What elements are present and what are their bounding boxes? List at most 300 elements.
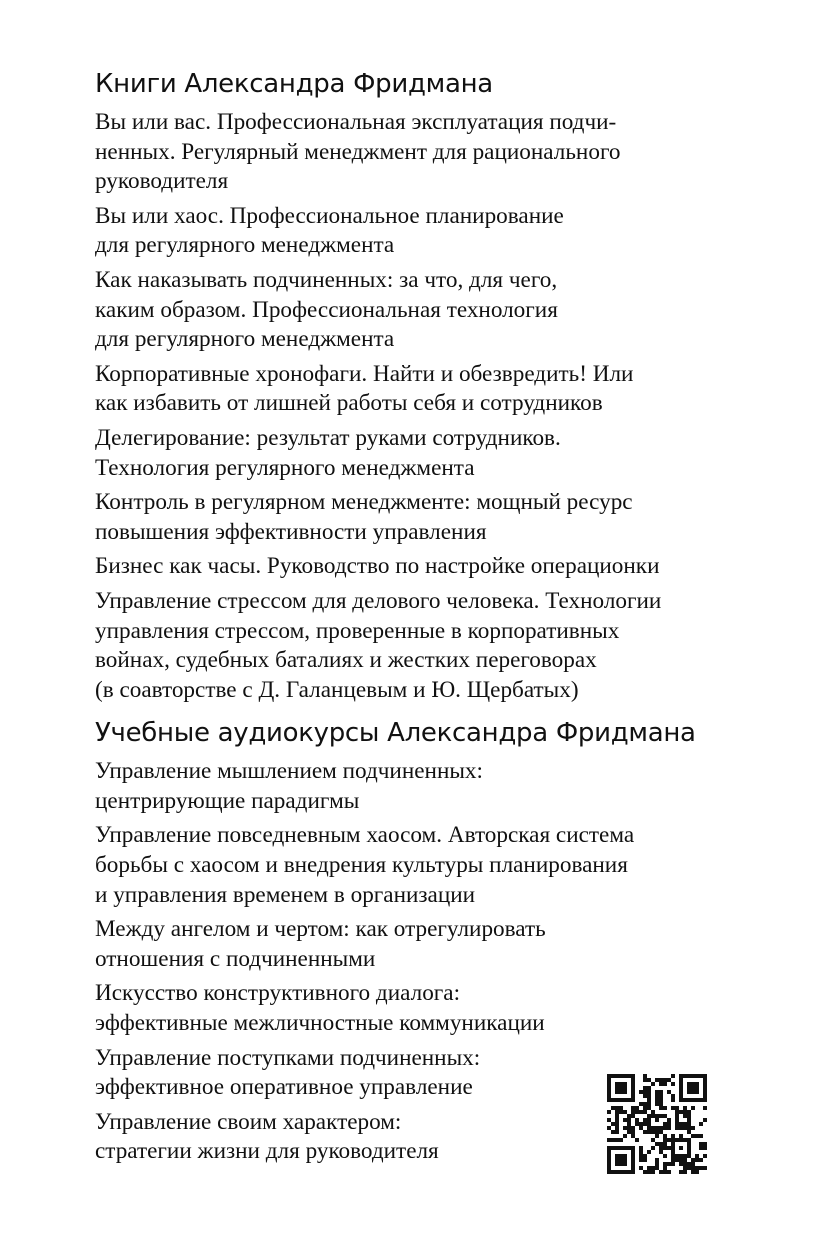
item-line: (в соавторстве с Д. Галанцевым и Ю. Щербатых)	[95, 676, 579, 703]
qr-module	[671, 1162, 675, 1166]
list-item	[95, 915, 745, 974]
qr-module	[663, 1122, 667, 1126]
qr-module	[675, 1126, 679, 1130]
qr-module	[611, 1122, 615, 1126]
qr-module	[615, 1098, 619, 1102]
list-item	[95, 587, 745, 705]
item-line: управления стрессом, проверенные в корпоративных	[95, 617, 620, 644]
qr-module	[667, 1126, 671, 1130]
qr-module	[611, 1106, 615, 1110]
list-item	[95, 424, 745, 483]
qr-module	[675, 1110, 679, 1114]
qr-module	[615, 1118, 619, 1122]
qr-module	[623, 1074, 627, 1078]
qr-module	[647, 1122, 651, 1126]
qr-module	[663, 1114, 667, 1118]
item-line: руководителя	[95, 168, 229, 195]
qr-module	[703, 1074, 707, 1078]
qr-module	[627, 1126, 631, 1130]
qr-module	[675, 1114, 679, 1118]
qr-module	[647, 1078, 651, 1082]
qr-module	[615, 1130, 619, 1134]
qr-module	[607, 1162, 611, 1166]
qr-module	[611, 1130, 615, 1134]
qr-module	[631, 1158, 635, 1162]
qr-module	[675, 1154, 679, 1158]
qr-module	[683, 1154, 687, 1158]
qr-module	[679, 1122, 683, 1126]
qr-module	[639, 1146, 643, 1150]
qr-module	[671, 1138, 675, 1142]
qr-module	[643, 1122, 647, 1126]
qr-module	[607, 1094, 611, 1098]
qr-module	[627, 1130, 631, 1134]
qr-module	[631, 1114, 635, 1118]
qr-module	[615, 1126, 619, 1130]
item-line: Бизнес как часы. Руководство по настройке операционки	[95, 553, 660, 580]
qr-module	[631, 1094, 635, 1098]
qr-module	[647, 1150, 651, 1154]
qr-module	[687, 1114, 691, 1118]
qr-module	[691, 1082, 695, 1086]
qr-module	[671, 1154, 675, 1158]
qr-module	[647, 1114, 651, 1118]
qr-module	[703, 1146, 707, 1150]
qr-module	[687, 1122, 691, 1126]
qr-module	[679, 1110, 683, 1114]
qr-module	[675, 1158, 679, 1162]
qr-module	[619, 1086, 623, 1090]
qr-module	[691, 1166, 695, 1170]
qr-module	[651, 1110, 655, 1114]
qr-module	[683, 1158, 687, 1162]
qr-module	[691, 1090, 695, 1094]
qr-module	[647, 1126, 651, 1130]
qr-module	[655, 1126, 659, 1130]
qr-module	[647, 1170, 651, 1174]
qr-module	[615, 1154, 619, 1158]
qr-module	[643, 1106, 647, 1110]
qr-module	[639, 1122, 643, 1126]
qr-module	[623, 1154, 627, 1158]
qr-module	[627, 1146, 631, 1150]
qr-module	[607, 1074, 611, 1078]
qr-module	[623, 1118, 627, 1122]
qr-module	[687, 1130, 691, 1134]
qr-module	[607, 1170, 611, 1174]
qr-module	[639, 1158, 643, 1162]
qr-module	[667, 1170, 671, 1174]
qr-module	[615, 1110, 619, 1114]
qr-module	[631, 1154, 635, 1158]
books-list	[95, 108, 745, 705]
qr-module	[607, 1086, 611, 1090]
list-item	[95, 979, 745, 1038]
qr-module	[643, 1094, 647, 1098]
qr-module	[679, 1078, 683, 1082]
qr-module	[651, 1166, 655, 1170]
qr-module	[635, 1106, 639, 1110]
qr-module	[659, 1146, 663, 1150]
qr-module	[687, 1098, 691, 1102]
qr-module	[607, 1078, 611, 1082]
qr-module	[607, 1118, 611, 1122]
qr-module	[623, 1134, 627, 1138]
item-line: Как наказывать подчиненных: за что, для чего,	[95, 266, 558, 293]
qr-module	[659, 1090, 663, 1094]
item-line: для регулярного менеджмента	[95, 326, 395, 353]
qr-module	[615, 1146, 619, 1150]
qr-module	[627, 1114, 631, 1118]
qr-module	[699, 1158, 703, 1162]
item-line: отношения с подчиненными	[95, 945, 376, 972]
qr-module	[663, 1146, 667, 1150]
item-line: стратегии жизни для руководителя	[95, 1138, 439, 1165]
qr-module	[671, 1074, 675, 1078]
qr-module	[679, 1162, 683, 1166]
qr-module	[643, 1086, 647, 1090]
qr-module	[655, 1142, 659, 1146]
qr-module	[683, 1126, 687, 1130]
qr-module	[695, 1158, 699, 1162]
item-line: ненных. Регулярный менеджмент для рационального	[95, 138, 621, 165]
qr-module	[655, 1118, 659, 1122]
qr-module	[631, 1106, 635, 1110]
qr-module	[679, 1154, 683, 1158]
qr-module	[663, 1162, 667, 1166]
qr-module	[691, 1170, 695, 1174]
qr-module	[679, 1170, 683, 1174]
qr-module	[619, 1106, 623, 1110]
qr-module	[695, 1166, 699, 1170]
list-item	[95, 488, 745, 547]
qr-module	[687, 1110, 691, 1114]
qr-module	[607, 1154, 611, 1158]
qr-module	[687, 1146, 691, 1150]
qr-module	[615, 1158, 619, 1162]
qr-module	[695, 1090, 699, 1094]
qr-module	[615, 1074, 619, 1078]
qr-module	[607, 1146, 611, 1150]
qr-module	[659, 1102, 663, 1106]
qr-module	[659, 1126, 663, 1130]
qr-module	[703, 1166, 707, 1170]
qr-module	[667, 1122, 671, 1126]
qr-module	[643, 1130, 647, 1134]
qr-module	[619, 1138, 623, 1142]
qr-module	[655, 1102, 659, 1106]
qr-module	[663, 1166, 667, 1170]
qr-module	[631, 1078, 635, 1082]
qr-module	[675, 1138, 679, 1142]
qr-module	[683, 1138, 687, 1142]
qr-module	[619, 1074, 623, 1078]
qr-module	[691, 1098, 695, 1102]
qr-module	[655, 1094, 659, 1098]
qr-module	[679, 1138, 683, 1142]
qr-module	[675, 1106, 679, 1110]
qr-module	[655, 1162, 659, 1166]
qr-module	[623, 1126, 627, 1130]
item-line: Искусство конструктивного диалога:	[95, 980, 461, 1007]
qr-module	[647, 1102, 651, 1106]
item-line: Технология регулярного менеджмента	[95, 454, 475, 481]
qr-module	[691, 1086, 695, 1090]
list-item	[95, 202, 745, 261]
qr-module	[619, 1098, 623, 1102]
qr-module	[619, 1146, 623, 1150]
qr-module	[671, 1098, 675, 1102]
content-column	[95, 66, 745, 1172]
qr-module	[651, 1114, 655, 1118]
qr-module	[691, 1134, 695, 1138]
qr-module	[671, 1150, 675, 1154]
qr-module	[639, 1150, 643, 1154]
qr-module	[695, 1154, 699, 1158]
qr-module	[667, 1078, 671, 1082]
qr-module	[639, 1126, 643, 1130]
qr-module	[659, 1078, 663, 1082]
item-line: войнах, судебных баталиях и жестких переговорах	[95, 647, 597, 674]
qr-module	[695, 1074, 699, 1078]
qr-module	[623, 1162, 627, 1166]
qr-module	[647, 1166, 651, 1170]
qr-module	[643, 1110, 647, 1114]
qr-module	[683, 1122, 687, 1126]
qr-module	[631, 1090, 635, 1094]
qr-module	[703, 1090, 707, 1094]
qr-module	[643, 1090, 647, 1094]
qr-module	[663, 1154, 667, 1158]
qr-module	[703, 1118, 707, 1122]
qr-module	[703, 1106, 707, 1110]
qr-module	[663, 1078, 667, 1082]
qr-module	[679, 1134, 683, 1138]
item-line: Управление поступками подчиненных:	[95, 1044, 481, 1071]
qr-module	[659, 1098, 663, 1102]
qr-module	[643, 1118, 647, 1122]
qr-module	[643, 1158, 647, 1162]
qr-module	[671, 1142, 675, 1146]
qr-module	[615, 1162, 619, 1166]
qr-module	[691, 1158, 695, 1162]
qr-module	[615, 1170, 619, 1174]
qr-module	[619, 1110, 623, 1114]
qr-module	[659, 1130, 663, 1134]
qr-module	[635, 1122, 639, 1126]
qr-module	[655, 1078, 659, 1082]
qr-module	[655, 1166, 659, 1170]
qr-module	[699, 1074, 703, 1078]
qr-modules	[607, 1074, 707, 1174]
qr-module	[631, 1134, 635, 1138]
qr-module	[615, 1106, 619, 1110]
qr-module	[623, 1098, 627, 1102]
qr-module	[631, 1086, 635, 1090]
item-line: Управление своим характером:	[95, 1108, 402, 1135]
item-line: Вы или вас. Профессиональная эксплуатация подчи-	[95, 109, 617, 135]
qr-module	[683, 1166, 687, 1170]
item-line: для регулярного менеджмента	[95, 232, 395, 259]
qr-module	[667, 1146, 671, 1150]
qr-module	[659, 1106, 663, 1110]
qr-module	[679, 1146, 683, 1150]
qr-module	[615, 1122, 619, 1126]
item-line: каким образом. Профессиональная технология	[95, 296, 558, 323]
item-line: борьбы с хаосом и внедрения культуры планирования	[95, 852, 628, 879]
qr-module	[631, 1126, 635, 1130]
item-line: Управление повседневным хаосом. Авторская система	[95, 822, 635, 849]
qr-module	[611, 1098, 615, 1102]
qr-module	[703, 1154, 707, 1158]
qr-module	[627, 1170, 631, 1174]
list-item	[95, 108, 745, 197]
qr-module	[655, 1114, 659, 1118]
qr-module	[679, 1098, 683, 1102]
qr-module	[667, 1090, 671, 1094]
item-line: и управления временем в организации	[95, 881, 476, 908]
qr-module	[679, 1074, 683, 1078]
qr-module	[687, 1142, 691, 1146]
qr-module	[631, 1074, 635, 1078]
qr-module	[619, 1170, 623, 1174]
qr-module	[663, 1106, 667, 1110]
qr-module	[683, 1098, 687, 1102]
qr-module	[655, 1098, 659, 1102]
qr-module	[631, 1098, 635, 1102]
qr-module	[687, 1126, 691, 1130]
qr-module	[631, 1146, 635, 1150]
item-line: как избавить от лишней работы себя и сотрудников	[95, 390, 603, 417]
qr-module	[639, 1102, 643, 1106]
qr-module	[635, 1118, 639, 1122]
qr-module	[651, 1138, 655, 1142]
qr-module	[651, 1170, 655, 1174]
qr-module	[615, 1086, 619, 1090]
item-line: Управление стрессом для делового человека. Технологии	[95, 587, 662, 614]
qr-module	[607, 1126, 611, 1130]
qr-module	[663, 1134, 667, 1138]
qr-module	[699, 1142, 703, 1146]
qr-module	[687, 1082, 691, 1086]
qr-module	[699, 1122, 703, 1126]
qr-module	[631, 1110, 635, 1114]
qr-module	[659, 1170, 663, 1174]
qr-module	[643, 1078, 647, 1082]
qr-module	[675, 1118, 679, 1122]
qr-module	[635, 1138, 639, 1142]
qr-module	[623, 1158, 627, 1162]
qr-module	[691, 1162, 695, 1166]
qr-module	[663, 1170, 667, 1174]
qr-module	[663, 1126, 667, 1130]
qr-module	[623, 1146, 627, 1150]
qr-module	[611, 1074, 615, 1078]
qr-module	[687, 1086, 691, 1090]
qr-module	[631, 1130, 635, 1134]
qr-module	[683, 1074, 687, 1078]
qr-module	[619, 1162, 623, 1166]
qr-module	[683, 1170, 687, 1174]
qr-code-icon[interactable]	[607, 1074, 707, 1174]
qr-module	[671, 1082, 675, 1086]
qr-module	[699, 1166, 703, 1170]
item-line: повышения эффективности управления	[95, 518, 487, 545]
qr-module	[651, 1146, 655, 1150]
qr-module	[647, 1098, 651, 1102]
qr-module	[639, 1090, 643, 1094]
qr-module	[659, 1082, 663, 1086]
list-item	[95, 552, 745, 582]
qr-module	[687, 1162, 691, 1166]
qr-module	[699, 1146, 703, 1150]
qr-module	[619, 1082, 623, 1086]
qr-module	[687, 1150, 691, 1154]
qr-module	[683, 1106, 687, 1110]
qr-module	[691, 1074, 695, 1078]
qr-module	[651, 1130, 655, 1134]
qr-module	[687, 1138, 691, 1142]
qr-module	[703, 1086, 707, 1090]
qr-module	[695, 1098, 699, 1102]
qr-module	[679, 1094, 683, 1098]
qr-module	[679, 1126, 683, 1130]
qr-module	[671, 1146, 675, 1150]
item-line: Управление мышлением подчиненных:	[95, 758, 483, 785]
qr-module	[663, 1142, 667, 1146]
item-line: эффективное оперативное управление	[95, 1074, 473, 1101]
qr-module	[683, 1162, 687, 1166]
qr-module	[643, 1154, 647, 1158]
qr-module	[611, 1138, 615, 1142]
qr-module	[639, 1154, 643, 1158]
qr-module	[659, 1094, 663, 1098]
qr-module	[623, 1086, 627, 1090]
qr-module	[679, 1086, 683, 1090]
qr-module	[643, 1170, 647, 1174]
qr-module	[687, 1166, 691, 1170]
qr-module	[671, 1106, 675, 1110]
list-item	[95, 821, 745, 910]
section-heading-books: Книги Александра Фридмана	[95, 69, 493, 99]
qr-module	[607, 1098, 611, 1102]
qr-module	[643, 1074, 647, 1078]
qr-module	[683, 1114, 687, 1118]
qr-module	[627, 1122, 631, 1126]
qr-module	[655, 1130, 659, 1134]
qr-module	[631, 1170, 635, 1174]
qr-module	[611, 1170, 615, 1174]
qr-module	[691, 1106, 695, 1110]
qr-module	[679, 1158, 683, 1162]
qr-module	[647, 1130, 651, 1134]
qr-module	[627, 1098, 631, 1102]
list-item	[95, 360, 745, 419]
qr-module	[607, 1138, 611, 1142]
qr-module	[639, 1166, 643, 1170]
item-line: Вы или хаос. Профессиональное планирование	[95, 202, 564, 229]
qr-module	[703, 1078, 707, 1082]
qr-module	[619, 1158, 623, 1162]
qr-module	[675, 1122, 679, 1126]
item-line: Между ангелом и чертом: как отрегулировать	[95, 916, 546, 943]
qr-module	[671, 1134, 675, 1138]
qr-module	[647, 1118, 651, 1122]
qr-module	[611, 1146, 615, 1150]
qr-module	[623, 1110, 627, 1114]
qr-module	[647, 1106, 651, 1110]
item-line: Контроль в регулярном менеджменте: мощный ресурс	[95, 489, 633, 516]
